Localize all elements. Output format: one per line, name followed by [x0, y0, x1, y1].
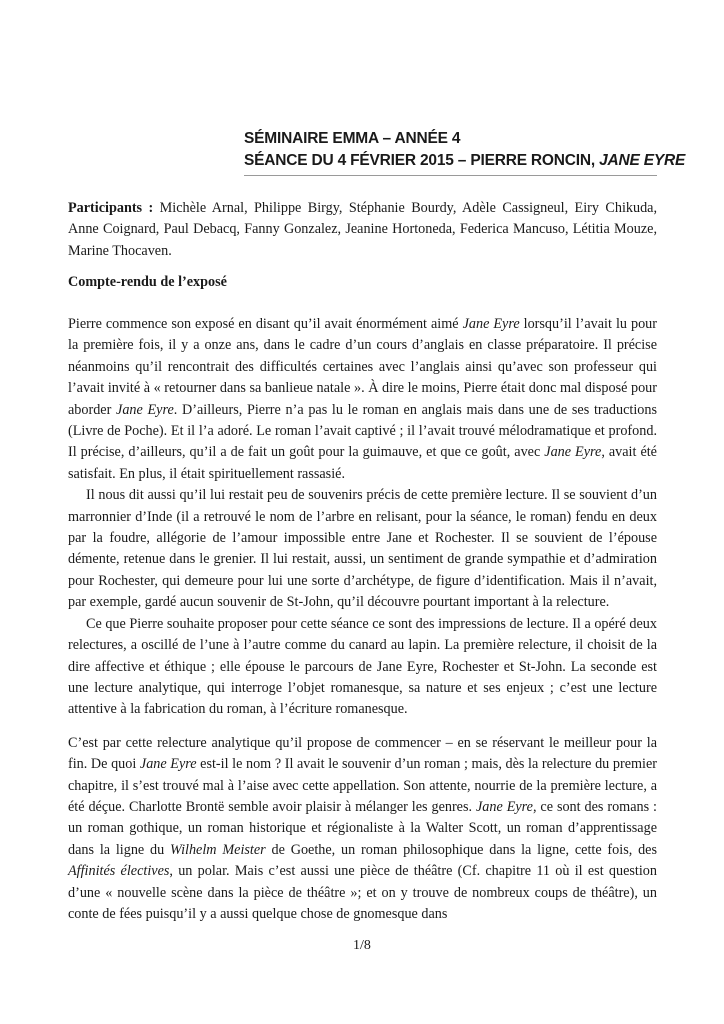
italic-title: Jane Eyre [462, 316, 520, 332]
paragraph-3: Ce que Pierre souhaite proposer pour cette séance ce sont des impressions de lecture. Il a opéré deux relectures, a oscillé de l’une à l’autre comme du canard au lapin. La première relecture, il choisit de la dire affective et éthique ; elle épouse le parcours de Jane Eyre, Rochester et St-John. La seconde est une lecture analytique, qui interroge l’objet romanesque, sa nature et ses enjeux ; c’est une lecture attentive à la fabrication du roman, à l’écriture romanesque. [68, 615, 657, 718]
text-run: . D’ailleurs, Pierre n’a pas lu le roman en anglais mais dans une de ses traductions (Livre de Poche). Et il l’a adoré. Le roman l’avait captivé ; il l’avait trouvé mélodramatique et profond. Il précise, d’ailleurs, qu’il a de fait un goût pour la guimauve, et que ce goût, avec [68, 401, 657, 461]
participants-names: Michèle Arnal, Philippe Birgy, Stéphanie Bourdy, Adèle Cassigneul, Eiry Chikuda, Anne Coignard, Paul Debacq, Fanny Gonzalez, Jeanine Hortoneda, Federica Mancuso, Létitia Mouze, Marine Thocaven. [68, 200, 658, 259]
session-date-speaker: SÉANCE DU 4 FÉVRIER 2015 – PIERRE RONCIN, [244, 152, 600, 169]
text-run: de Goethe, un roman philosophique dans la ligne, cette fois, des [265, 841, 657, 858]
header-rule [244, 175, 657, 176]
text-run: C’est par cette relecture analytique qu’il propose de commencer – en se réservant le meilleur pour la fin. De quoi [68, 734, 657, 773]
page-number: 1/8 [353, 938, 371, 953]
italic-title: Jane Eyre [116, 401, 174, 418]
text-run: Pierre commence son exposé en disant qu’il avait énormément aimé [68, 316, 463, 332]
section-heading: Compte-rendu de l’exposé [68, 274, 227, 290]
italic-title: Jane Eyre [544, 444, 602, 461]
italic-title: Wilhelm Meister [170, 841, 266, 858]
paragraph-1 [68, 314, 657, 485]
text-run: lorsqu’il l’avait lu pour la première fois, il y a onze ans, dans le cadre d’un cours d’anglais en classe préparatoire. Il précise néanmoins qu’il rencontrait des difficultés certaines avec l’anglais ainsi qu’avec son professeur qui l’avait invité à « retourner dans sa banlieue natale ». À dire le moins, Pierre était donc mal disposé pour aborder [68, 316, 657, 418]
paragraph-gap [68, 721, 657, 733]
paragraph-2: Il nous dit aussi qu’il lui restait peu de souvenirs précis de cette première lecture. Il se souvient d’un marronnier d’Inde (il a retrouvé le nom de l’arbre en relisant, pour la séance, le roman) fendu en deux par la foudre, allégorie de l’amour impossible entre Jane et Rochester. Il se souvient de l’épouse démente, retenue dans le grenier. Il lui restait, aussi, un sentiment de grande sympathie et d’admiration pour Rochester, qui demeure pour lui une sorte d’archétype, de figure d’identification. Mais il n’avait, par exemple, gardé aucun souvenir de St-John, qu’il découvre pourtant important à la relecture. [68, 487, 657, 611]
book-title: JANE EYRE [599, 152, 686, 169]
report-body [68, 314, 657, 925]
italic-title: Jane Eyre [139, 756, 197, 773]
session-title [244, 150, 686, 172]
text-run: , un polar. Mais c’est aussi une pièce de théâtre (Cf. chapitre 11 où il est question d’une « nouvelle scène dans la pièce de théâtre »; et on y trouve de nombreux coups de théâtre), un conte de fées puisqu’il y a aussi quelque chose de gnomesque dans [68, 863, 657, 922]
text-run: , avait été satisfait. En plus, il était spirituellement rassasié. [68, 444, 657, 482]
seminar-title: SÉMINAIRE EMMA – ANNÉE 4 [244, 130, 461, 147]
paragraph-4 [68, 733, 657, 926]
text-run: est-il le nom ? Il avait le souvenir d’un roman ; mais, dès la relecture du premier chapitre, il s’est trouvé mal à l’aise avec cette appellation. Son attente, nourrie de la première lecture, a été déçue. Charlotte Brontë semble avoir plaisir à mélanger les genres. [68, 756, 657, 815]
seminar-header [244, 128, 686, 172]
text-run: , ce sont des romans : un roman gothique, un roman historique et régionaliste à la Walter Scott, un roman d’apprentissage dans la ligne du [68, 798, 657, 858]
italic-title: Affinités électives [68, 863, 170, 880]
participants-paragraph [68, 198, 657, 262]
participants-label: Participants : [68, 200, 154, 216]
italic-title: Jane Eyre [475, 798, 533, 815]
